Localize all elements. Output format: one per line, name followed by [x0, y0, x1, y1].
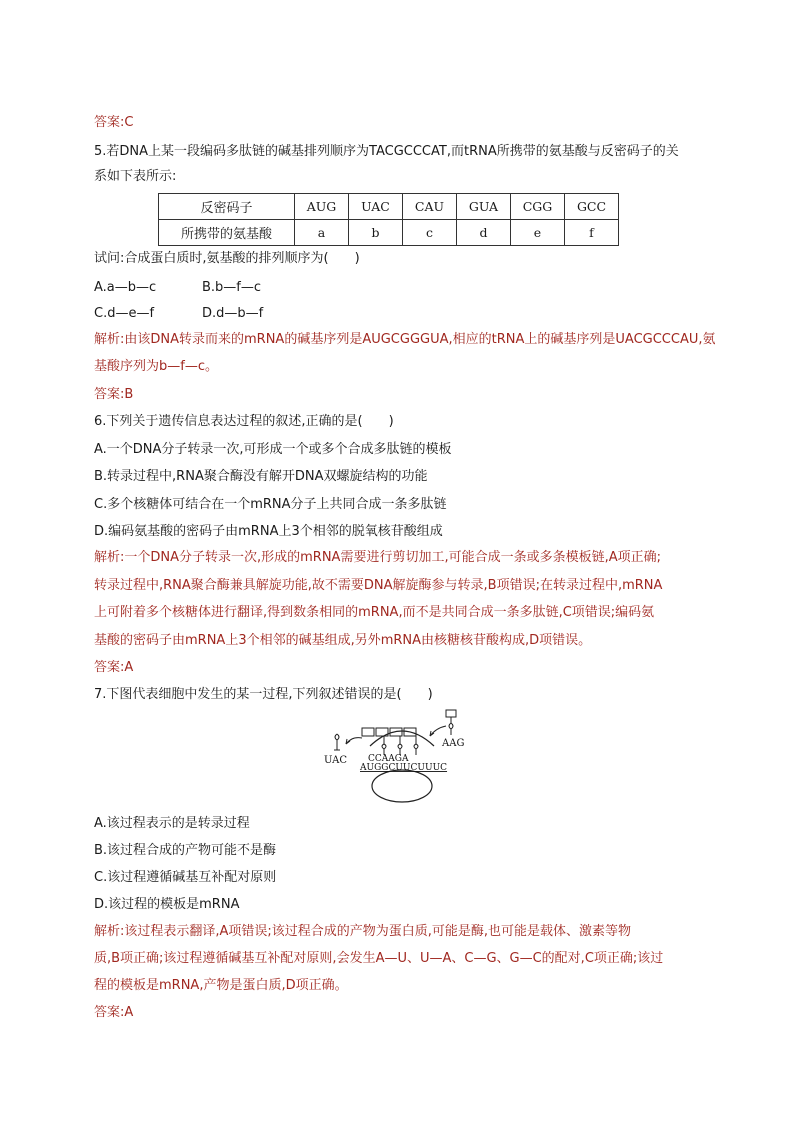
table-cell: UAC	[349, 194, 403, 220]
q6-option-d: D.编码氨基酸的密码子由mRNA上3个相邻的脱氧核苷酸组成	[94, 524, 443, 539]
q7-analysis-line1: 解析:该过程表示翻译,A项错误;该过程合成的产物为蛋白质,可能是酶,也可能是载体、激素等物	[94, 924, 632, 939]
answer-prev: 答案:C	[94, 115, 134, 130]
q6-analysis-line3: 上可附着多个核糖体进行翻译,得到数条相同的mRNA,而不是共同合成一条多肽链,C项错误;编码氨	[94, 605, 655, 620]
q7-stem: 7.下图代表细胞中发生的某一过程,下列叙述错误的是( )	[94, 687, 433, 702]
ribosome-small-subunit	[372, 770, 432, 802]
label-right: AAG	[442, 738, 465, 749]
table-cell: c	[403, 220, 457, 246]
q5-stem-line2: 系如下表所示:	[94, 169, 177, 184]
table-cell: CGG	[511, 194, 565, 220]
label-mrna: AUGGCUUCUUUC	[360, 763, 448, 773]
q6-answer: 答案:A	[94, 660, 134, 675]
q7-option-b: B.该过程合成的产物可能不是酶	[94, 843, 277, 858]
q6-analysis-line1: 解析:一个DNA分子转录一次,形成的mRNA需要进行剪切加工,可能合成一条或多条模板链,A项正确;	[94, 550, 661, 565]
q7-option-d: D.该过程的模板是mRNA	[94, 897, 240, 912]
q7-analysis-line2: 质,B项正确;该过程遵循碱基互补配对原则,会发生A—U、U—A、C—G、G—C的配对,C项正确;该过	[94, 951, 664, 966]
trna-icon	[382, 736, 386, 755]
table-cell: GCC	[565, 194, 619, 220]
label-mid: CCAAGA	[368, 754, 409, 764]
trna-icon	[414, 736, 418, 755]
q5-answer: 答案:B	[94, 387, 134, 402]
table-cell: d	[457, 220, 511, 246]
table-header-anticodon: 反密码子	[159, 194, 295, 220]
q6-stem: 6.下列关于遗传信息表达过程的叙述,正确的是( )	[94, 414, 394, 429]
q7-option-c: C.该过程遵循碱基互补配对原则	[94, 870, 277, 885]
exit-arrow-icon	[346, 738, 362, 744]
table-cell: a	[295, 220, 349, 246]
q5-analysis-line2: 基酸序列为b—f—c。	[94, 359, 218, 374]
q5-analysis-line1: 解析:由该DNA转录而来的mRNA的碱基序列是AUGCGGGUA,相应的tRNA上的碱基序列是UACGCCCAU,氨	[94, 332, 716, 347]
amino-acid-box	[362, 728, 374, 736]
table-cell: b	[349, 220, 403, 246]
incoming-amino-acid-box	[446, 710, 456, 717]
table-cell: GUA	[457, 194, 511, 220]
q7-analysis-line3: 程的模板是mRNA,产物是蛋白质,D项正确。	[94, 978, 348, 993]
q6-option-a: A.一个DNA分子转录一次,可形成一个或多个合成多肽链的模板	[94, 442, 452, 457]
q7-option-a: A.该过程表示的是转录过程	[94, 816, 250, 831]
table-header-amino-acid: 所携带的氨基酸	[159, 220, 295, 246]
translation-diagram	[322, 706, 482, 806]
q5-option-a: A.a—b—c	[94, 280, 157, 295]
q6-analysis-line2: 转录过程中,RNA聚合酶兼具解旋功能,故不需要DNA解旋酶参与转录,B项错误;在转录过程中,mRNA	[94, 578, 663, 593]
table-row	[159, 220, 619, 246]
trna-incoming-icon	[449, 717, 453, 735]
q5-option-b: B.b—f—c	[202, 280, 262, 295]
label-left: UAC	[324, 755, 347, 766]
q6-option-c: C.多个核糖体可结合在一个mRNA分子上共同合成一条多肽链	[94, 497, 447, 512]
table-cell: f	[565, 220, 619, 246]
q5-stem-line1: 5.若DNA上某一段编码多肽链的碱基排列顺序为TACGCCCAT,而tRNA所携带的氨基酸与反密码子的关	[94, 144, 679, 159]
trna-icon	[398, 736, 402, 755]
q6-option-b: B.转录过程中,RNA聚合酶没有解开DNA双螺旋结构的功能	[94, 469, 428, 484]
table-cell: AUG	[295, 194, 349, 220]
q5-question: 试问:合成蛋白质时,氨基酸的排列顺序为( )	[94, 251, 360, 266]
q5-option-c: C.d—e—f	[94, 306, 155, 321]
q7-answer: 答案:A	[94, 1005, 134, 1020]
table-cell: CAU	[403, 194, 457, 220]
table-cell: e	[511, 220, 565, 246]
q5-option-d: D.d—b—f	[202, 306, 264, 321]
anticodon-table	[158, 193, 619, 246]
table-row	[159, 194, 619, 220]
trna-leaving-icon	[334, 734, 340, 750]
q6-analysis-line4: 基酸的密码子由mRNA上3个相邻的碱基组成,另外mRNA由核糖核苷酸构成,D项错误。	[94, 633, 592, 648]
